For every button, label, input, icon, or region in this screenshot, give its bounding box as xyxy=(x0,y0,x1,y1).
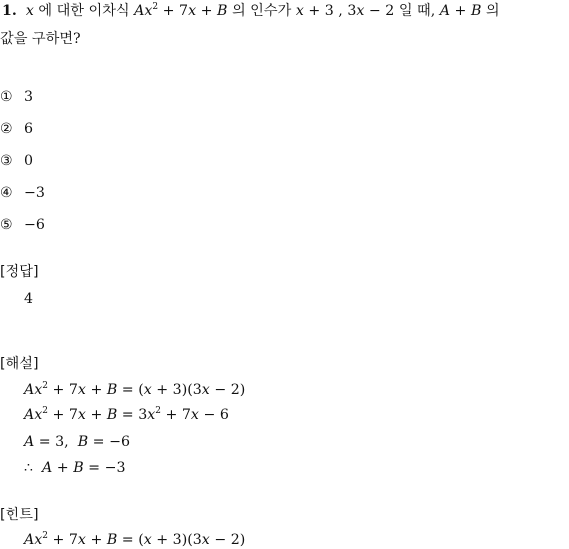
math-factor-2: 3x − 2 xyxy=(347,3,395,19)
solution-line-4: ∴ A + B = −3 xyxy=(24,460,126,476)
question-line-2: 값을 구하면? xyxy=(0,31,81,47)
question-line-1: 1. x 에 대한 이차식 $Ax^2 + 7x + B$ 의 인수가 x + 3 , 3x − 2 일 때, A + B 의 xyxy=(2,2,500,19)
hint-line-1: $Ax^2 + 7x + B = (x + 3)(3x - 2)$ xyxy=(24,531,246,548)
question-text-4: 의 xyxy=(485,3,500,19)
math-factor-1: x + 3 xyxy=(295,3,334,19)
choice-3[interactable] xyxy=(0,152,33,170)
choice-2[interactable] xyxy=(0,120,33,138)
question-text-2: 의 인수가 xyxy=(231,3,292,19)
math-quadratic-expression: $Ax^2 + 7x + B$ xyxy=(134,2,228,19)
choice-mark: ③ xyxy=(0,153,13,169)
choice-value: 0 xyxy=(24,153,34,169)
answer-label: [정답] xyxy=(0,264,39,280)
choice-mark: ⑤ xyxy=(0,217,13,233)
solution-label: [해설] xyxy=(0,356,39,372)
choice-mark: ② xyxy=(0,121,13,137)
hint-label: [힌트] xyxy=(0,507,39,523)
math-variable-x: x xyxy=(25,3,34,19)
choice-value: −6 xyxy=(24,217,45,233)
choice-4[interactable] xyxy=(0,184,45,202)
question-number: 1. xyxy=(2,3,17,19)
choice-value: −3 xyxy=(24,185,45,201)
choice-value: 6 xyxy=(24,121,34,137)
math-sum-expression: A + B xyxy=(439,3,482,19)
choice-1[interactable] xyxy=(0,88,33,106)
question-text-1: 에 대한 이차식 xyxy=(38,3,130,19)
choice-5[interactable] xyxy=(0,216,45,234)
question-text-3: 일 때, xyxy=(398,3,436,19)
answer-value: 4 xyxy=(24,291,34,307)
solution-line-1: $Ax^2 + 7x + B = (x + 3)(3x - 2)$ xyxy=(24,381,246,398)
choice-mark: ④ xyxy=(0,185,13,201)
solution-line-3: A = 3, B = −6 xyxy=(24,434,130,450)
solution-line-2: $Ax^2 + 7x + B = 3x^2 + 7x - 6$ xyxy=(24,406,229,423)
choice-value: 3 xyxy=(24,89,34,105)
choice-mark: ① xyxy=(0,89,13,105)
